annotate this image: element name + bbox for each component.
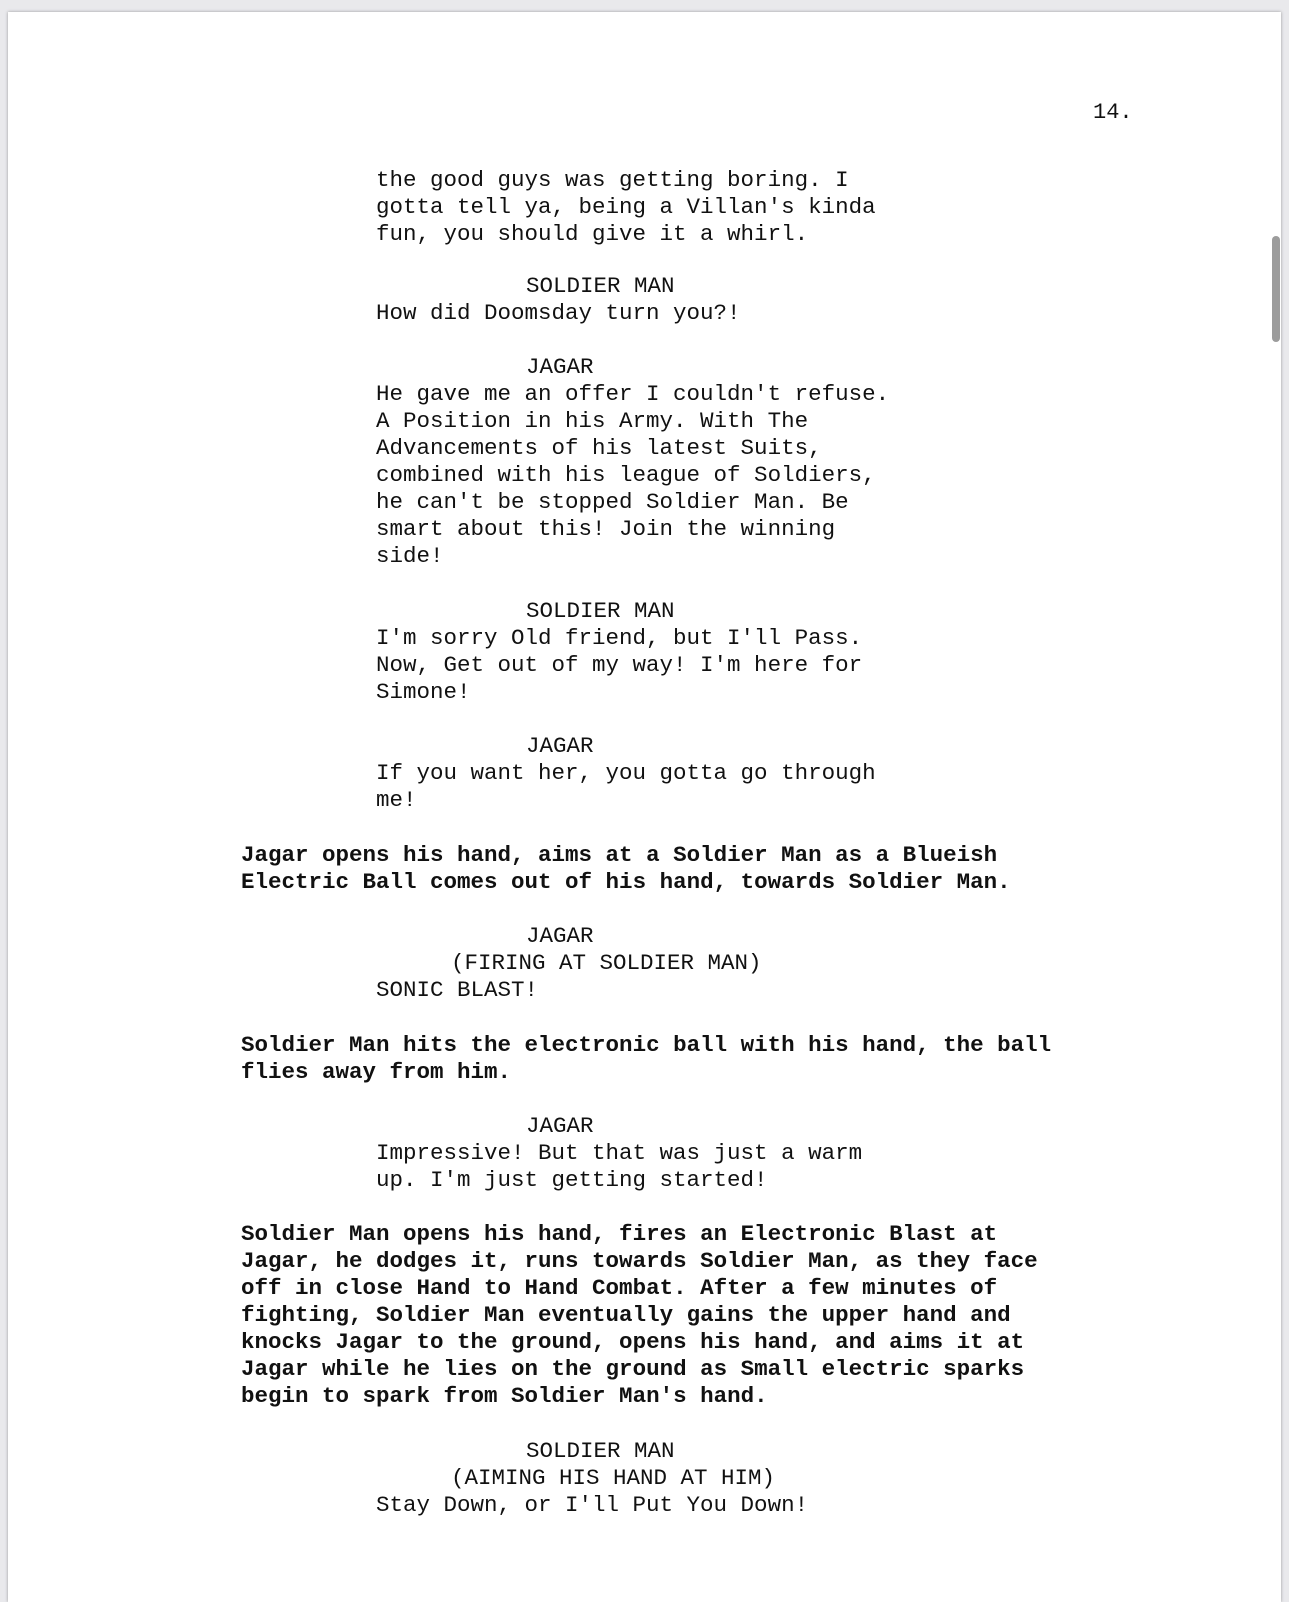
character-name: SOLDIER MAN [526, 598, 675, 624]
page-number: 14. [1093, 100, 1133, 125]
action-description: Soldier Man opens his hand, fires an Electronic Blast at Jagar, he dodges it, runs towards Soldier Man, as they face off in close Hand to Hand Combat. After a few minutes of fighting, Soldier Man eventually gains the upper hand and knocks Jagar to the ground, opens his hand, and aims it at Jagar while he lies on the ground as Small electric sparks begin to spark from Soldier Man's hand. [241, 1221, 1038, 1409]
parenthetical: (AIMING HIS HAND AT HIM) [451, 1465, 776, 1491]
character-name: JAGAR [526, 1113, 594, 1139]
dialogue: How did Doomsday turn you?! [376, 300, 741, 326]
character-name: SOLDIER MAN [526, 273, 675, 299]
action-description: Soldier Man hits the electronic ball with his hand, the ball flies away from him. [241, 1032, 1052, 1085]
dialogue: If you want her, you gotta go through me! [376, 760, 876, 813]
character-name: JAGAR [526, 923, 594, 949]
character-name: SOLDIER MAN [526, 1438, 675, 1464]
character-name: JAGAR [526, 733, 594, 759]
parenthetical: (FIRING AT SOLDIER MAN) [451, 950, 762, 976]
dialogue: the good guys was getting boring. I gotta tell ya, being a Villan's kinda fun, you should give it a whirl. [376, 167, 876, 247]
dialogue: I'm sorry Old friend, but I'll Pass. Now, Get out of my way! I'm here for Simone! [376, 625, 863, 705]
document-page [8, 12, 1281, 1602]
dialogue: Impressive! But that was just a warm up. I'm just getting started! [376, 1140, 863, 1193]
character-name: JAGAR [526, 354, 594, 380]
dialogue: SONIC BLAST! [376, 977, 539, 1003]
dialogue: He gave me an offer I couldn't refuse. A Position in his Army. With The Advancements of his latest Suits, combined with his league of Soldiers, he can't be stopped Soldier Man. Be smart about this! Join the winning side! [376, 381, 890, 569]
action-description: Jagar opens his hand, aims at a Soldier Man as a Blueish Electric Ball comes out of his hand, towards Soldier Man. [241, 842, 1011, 895]
vertical-scrollbar[interactable] [1272, 236, 1280, 342]
dialogue: Stay Down, or I'll Put You Down! [376, 1492, 809, 1518]
